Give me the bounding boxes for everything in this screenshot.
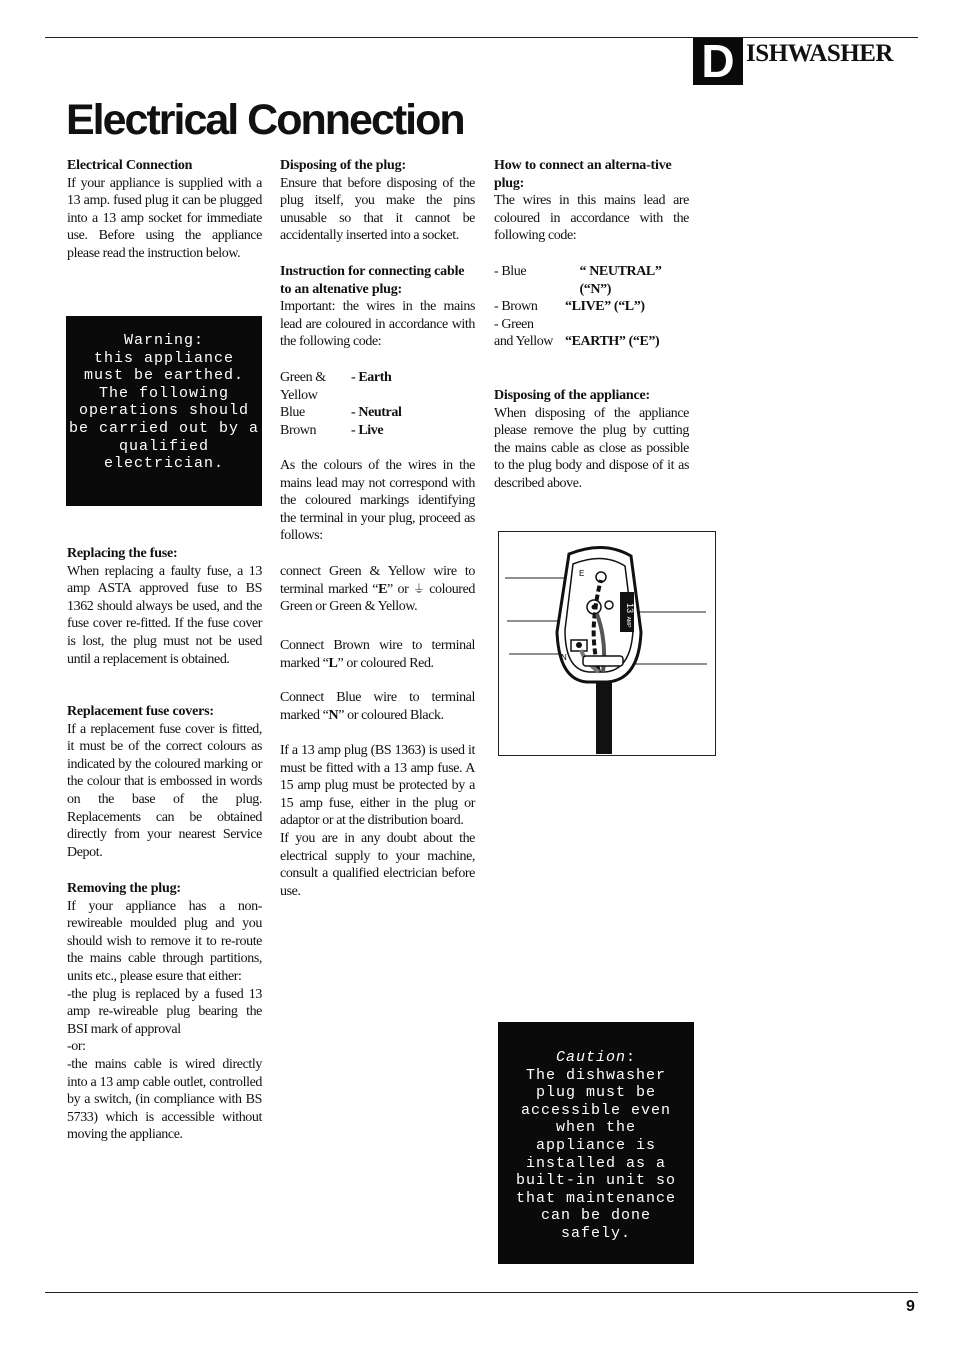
caution-line: safely. bbox=[560, 1224, 631, 1242]
warning-line: operations should bbox=[78, 402, 250, 420]
caution-line: The dishwasher bbox=[525, 1066, 667, 1084]
disposing-appliance-text: When disposing of the appliance please remove the plug by cutting the mains cable as close as possible to the plug body and dispose of it as described above. bbox=[494, 405, 689, 491]
wire-colour-table bbox=[280, 369, 475, 439]
text-fragment: Connect Brown wire to terminal marked “ bbox=[280, 638, 475, 671]
terminal-letter: E bbox=[378, 581, 388, 597]
removing-plug-heading: Removing the plug: bbox=[67, 881, 181, 896]
code-colour: - Blue bbox=[494, 264, 527, 279]
warning-line: qualified bbox=[118, 437, 209, 455]
replacing-fuse-heading: Replacing the fuse: bbox=[67, 546, 178, 561]
code-row bbox=[494, 263, 689, 298]
wire-name: - Neutral bbox=[351, 405, 402, 421]
top-rule bbox=[45, 37, 918, 38]
mains-cable-icon bbox=[596, 672, 612, 754]
green-instruction bbox=[280, 563, 475, 616]
fuse-covers-heading: Replacement fuse covers: bbox=[67, 704, 214, 719]
caution-line: that maintenance bbox=[515, 1189, 677, 1207]
warning-line: Warning: bbox=[123, 332, 204, 349]
replacing-fuse-section bbox=[67, 545, 262, 668]
caution-line: accessible even bbox=[520, 1101, 672, 1119]
text-fragment: ” or coloured Black. bbox=[338, 707, 444, 723]
caution-box bbox=[498, 1022, 694, 1264]
disposing-plug-section bbox=[280, 157, 475, 245]
removing-plug-option: -the mains cable is wired directly into a 13 amp cable outlet, controlled by a switch, (in compliance with BS 5733) which is accessible without moving the appliance. bbox=[67, 1056, 262, 1143]
warning-line: must be earthed. bbox=[83, 367, 245, 385]
blue-instruction-text bbox=[280, 689, 475, 724]
text-fragment: coloured Green or Green & Yellow. bbox=[280, 581, 475, 615]
caution-line: when the bbox=[555, 1119, 636, 1137]
alternative-plug-section bbox=[494, 157, 689, 245]
wire-colour: Green & Yellow bbox=[280, 370, 326, 403]
wire-colour: Blue bbox=[280, 405, 305, 421]
caution-line: appliance is bbox=[535, 1136, 657, 1154]
wire-row bbox=[280, 422, 475, 440]
warning-line: be carried out by a bbox=[68, 419, 260, 437]
text-fragment: connect Green & Yellow wire to terminal marked “ bbox=[280, 564, 475, 597]
fuse-note-text: If a 13 amp plug (BS 1363) is used it must be fitted with a 13 amp fuse. A 15 amp plug must be protected by a 15 amp fuse, either in the plug or adaptor or at the distribution board. bbox=[280, 743, 475, 829]
disposing-appliance-section bbox=[494, 387, 689, 493]
caution-line: can be done bbox=[540, 1207, 652, 1225]
disposing-plug-heading: Disposing of the plug: bbox=[280, 158, 406, 173]
code-label: “LIVE” (“L”) bbox=[565, 299, 645, 315]
blue-instruction bbox=[280, 689, 475, 724]
disposing-plug-text: Ensure that before disposing of the plug itself, you make the pins unusable so that it cannot be accidentally inserted into a socket. bbox=[280, 175, 475, 244]
caution-line: built-in unit so bbox=[515, 1172, 677, 1190]
brown-instruction-text bbox=[280, 637, 475, 672]
caution-title: Caution bbox=[555, 1049, 626, 1066]
code-row bbox=[494, 298, 689, 316]
colours-text: As the colours of the wires in the mains lead may not correspond with the coloured markings identifying the terminal in your plug, proceed as follows: bbox=[280, 458, 475, 544]
instruction-text: Important: the wires in the mains lead are coloured in accordance with the following code: bbox=[280, 299, 475, 350]
fuse-covers-section bbox=[67, 703, 262, 861]
fuse-label-13: 13 bbox=[625, 602, 635, 614]
wire-row bbox=[280, 404, 475, 422]
caution-line: installed as a bbox=[525, 1154, 667, 1172]
plug-wiring-diagram bbox=[498, 531, 716, 756]
warning-line: electrician. bbox=[103, 455, 225, 473]
wire-row bbox=[280, 369, 475, 404]
alternative-plug-heading: How to connect an alterna-tive plug: bbox=[494, 158, 672, 191]
doubt-note-text: If you are in any doubt about the electrical supply to your machine, consult a qualified electrician before use. bbox=[280, 830, 475, 899]
terminal-letter: N bbox=[328, 707, 339, 723]
text-fragment: ” or coloured Red. bbox=[337, 655, 434, 671]
fuse-note bbox=[280, 742, 475, 900]
wire-colour: Brown bbox=[280, 422, 317, 438]
removing-plug-section bbox=[67, 880, 262, 1144]
fuse-covers-text: If a replacement fuse cover is fitted, it must be of the correct colours as indicated by the coloured marking or the colour that is embossed in words on the base of the plug. Replacements can be obtained directly from your nearest Service Depot. bbox=[67, 721, 262, 860]
wire-code-table bbox=[494, 263, 689, 351]
text-fragment: ” or bbox=[387, 581, 413, 597]
green-instruction-text bbox=[280, 563, 475, 616]
cord-grip-icon bbox=[583, 656, 623, 666]
code-label: “ NEUTRAL” (“N”) bbox=[579, 264, 662, 297]
alternative-plug-text: The wires in this mains lead are coloured in accordance with the following code: bbox=[494, 193, 689, 244]
page-number: 9 bbox=[906, 1298, 915, 1315]
warning-box bbox=[66, 316, 262, 506]
code-colour: - Green bbox=[494, 316, 534, 332]
section-title: ISHWASHER bbox=[746, 40, 893, 67]
removing-plug-text: If your appliance has a non-rewireable moulded plug and you should wish to remove it to re-route the mains cable through partitions, units etc., please esure that either: bbox=[67, 898, 262, 984]
code-row bbox=[494, 333, 689, 351]
bottom-rule bbox=[45, 1292, 918, 1293]
page-title: Electrical Connection bbox=[66, 96, 464, 144]
electrical-connection-section bbox=[67, 157, 262, 263]
instruction-section bbox=[280, 263, 475, 351]
removing-plug-option: -the plug is replaced by a fused 13 amp re-wireable plug bearing the BSI mark of approval bbox=[67, 986, 262, 1037]
earth-symbol-icon: ⏚ bbox=[412, 581, 425, 596]
wire-name: - Live bbox=[351, 422, 384, 438]
text-fragment: Connect Blue wire to terminal marked “ bbox=[280, 690, 475, 723]
caution-title-line bbox=[498, 1049, 694, 1067]
section-badge: D bbox=[693, 38, 743, 85]
replacing-fuse-text: When replacing a faulty fuse, a 13 amp ASTA approved fuse to BS 1362 should always be used, and the fuse cover re-fitted. If the fuse cover is lost, the plug must not be used until a replacement is obtained. bbox=[67, 563, 262, 667]
fuse-label-amp: AMP bbox=[625, 616, 631, 628]
instruction-heading: Instruction for connecting cable to an altenative plug: bbox=[280, 264, 465, 297]
caution-title-suffix: : bbox=[626, 1049, 637, 1066]
terminal-letter: L bbox=[328, 655, 338, 671]
caution-line: plug must be bbox=[535, 1084, 657, 1102]
warning-line: this appliance bbox=[93, 349, 235, 367]
electrical-connection-heading: Electrical Connection bbox=[67, 158, 193, 173]
code-row bbox=[494, 316, 689, 334]
colours-note bbox=[280, 457, 475, 545]
code-colour: and Yellow bbox=[494, 334, 554, 350]
warning-line: The following bbox=[98, 384, 230, 402]
earth-terminal-letter: E bbox=[579, 569, 585, 578]
neutral-terminal-letter: N bbox=[561, 653, 567, 662]
electrical-connection-text: If your appliance is supplied with a 13 amp. fused plug it can be plugged into a 13 amp socket for immediate use. Before using the appliance please read the instruction below. bbox=[67, 175, 262, 261]
code-colour: - Brown bbox=[494, 299, 538, 315]
brown-instruction bbox=[280, 637, 475, 672]
removing-plug-or: -or: bbox=[67, 1039, 86, 1055]
code-label: “EARTH” (“E”) bbox=[565, 334, 660, 350]
disposing-appliance-heading: Disposing of the appliance: bbox=[494, 388, 651, 403]
wire-name: - Earth bbox=[351, 370, 392, 385]
plug-diagram-svg bbox=[499, 532, 715, 755]
